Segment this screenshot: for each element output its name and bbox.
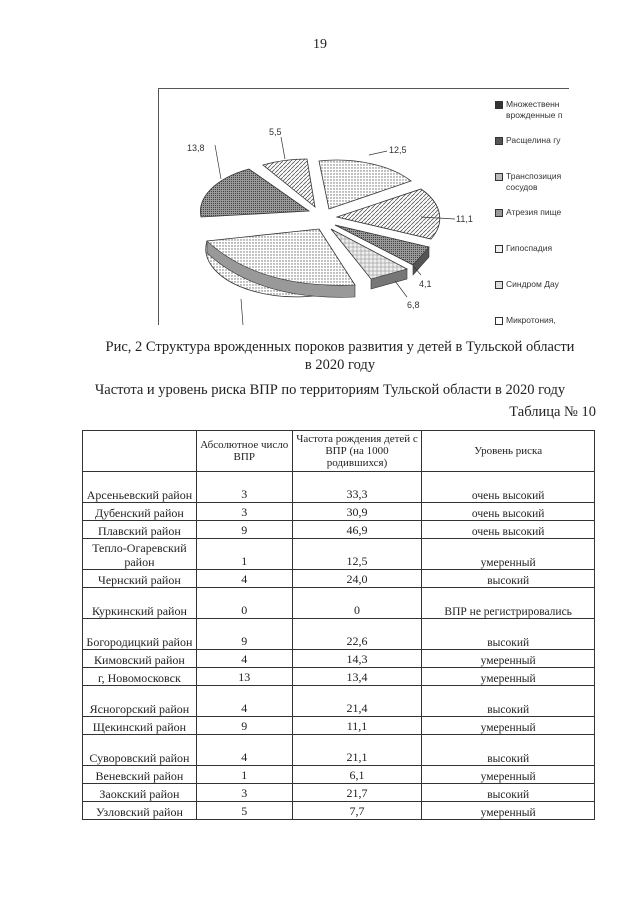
district-name: Арсеньевский район [83,472,197,503]
district-name: Тепло-Огаревский район [83,539,197,570]
table-row [83,686,595,717]
legend-label: Микротония, [506,315,556,325]
frequency: 13,4 [292,668,422,686]
table-header-row [83,431,595,472]
legend-swatch [495,173,503,181]
legend-item [495,315,556,325]
abs-count: 3 [196,784,292,802]
table-row [83,668,595,686]
district-name: Ясногорский район [83,686,197,717]
district-name: Заокский район [83,784,197,802]
data-label: 4,1 [419,279,432,289]
frequency: 12,5 [292,539,422,570]
frequency: 11,1 [292,717,422,735]
table-row [83,735,595,766]
district-name: Чернский район [83,570,197,588]
data-label: 13,8 [187,143,205,153]
district-name: Плавский район [83,521,197,539]
frequency: 33,3 [292,472,422,503]
table-number: Таблица № 10 [509,404,596,420]
legend-swatch [495,101,503,109]
abs-count: 0 [196,588,292,619]
header-cell: Частота рождения детей с ВПР (на 1000 родившихся) [292,431,422,472]
risk-level: умеренный [422,650,595,668]
table-row [83,521,595,539]
risk-level: высокий [422,784,595,802]
frequency: 14,3 [292,650,422,668]
header-cell: Уровень риска [422,431,595,472]
district-name: Узловский район [83,802,197,820]
table-row [83,766,595,784]
abs-count: 3 [196,503,292,521]
abs-count: 5 [196,802,292,820]
abs-count: 3 [196,472,292,503]
table-row [83,717,595,735]
table-row [83,570,595,588]
header-cell [83,431,197,472]
abs-count: 1 [196,766,292,784]
abs-count: 4 [196,650,292,668]
data-label: 6,8 [407,300,420,310]
abs-count: 4 [196,570,292,588]
district-name: Кимовский район [83,650,197,668]
risk-level: очень высокий [422,472,595,503]
abs-count: 13 [196,668,292,686]
frequency: 21,7 [292,784,422,802]
district-name: Дубенский район [83,503,197,521]
legend-item [495,171,569,193]
risk-level: высокий [422,570,595,588]
header-cell: Абсолютное число ВПР [196,431,292,472]
district-name: Суворовский район [83,735,197,766]
legend-swatch [495,209,503,217]
legend-swatch [495,245,503,253]
legend-item [495,99,569,121]
district-name: Куркинский район [83,588,197,619]
frequency: 22,6 [292,619,422,650]
table-row [83,650,595,668]
legend-item [495,243,552,254]
abs-count: 9 [196,521,292,539]
frequency: 24,0 [292,570,422,588]
pie-chart [158,88,569,325]
district-name: г, Новомосковск [83,668,197,686]
district-name: Веневский район [83,766,197,784]
data-label: 11,1 [456,214,473,224]
legend-label: Синдром Дау [506,279,559,289]
legend-label: Транспозиция сосудов [506,171,562,192]
abs-count: 9 [196,619,292,650]
table-row [83,619,595,650]
table-title: Частота и уровень риска ВПР по территориям Тульской области в 2020 году [94,382,566,398]
frequency: 6,1 [292,766,422,784]
legend-swatch [495,281,503,289]
caption-line: в 2020 году [304,357,376,373]
legend-item [495,135,561,146]
risk-level: умеренный [422,539,595,570]
legend-label: Гипоспадия [506,243,553,253]
table-row [83,802,595,820]
risk-level: очень высокий [422,503,595,521]
risk-level: высокий [422,735,595,766]
district-name: Богородицкий район [83,619,197,650]
abs-count: 4 [196,735,292,766]
frequency: 21,4 [292,686,422,717]
data-label: 12,5 [389,145,407,155]
legend-label: Расщелина гу [506,135,561,145]
district-name: Щекинский район [83,717,197,735]
caption-line: Рис, 2 Структура врожденных пороков развития у детей в Тульской области [105,339,575,355]
table-row [83,588,595,619]
frequency: 30,9 [292,503,422,521]
figure-caption [60,338,620,374]
legend-item [495,279,559,290]
risk-level: очень высокий [422,521,595,539]
abs-count: 9 [196,717,292,735]
risk-level: умеренный [422,766,595,784]
table-row [83,472,595,503]
frequency: 46,9 [292,521,422,539]
abs-count: 1 [196,539,292,570]
table-row [83,503,595,521]
risk-level: ВПР не регистрировались [422,588,595,619]
data-label: 5,5 [269,127,282,137]
risk-level: умеренный [422,802,595,820]
table-row [83,784,595,802]
abs-count: 4 [196,686,292,717]
risk-table [82,430,595,820]
legend-swatch [495,317,503,325]
legend-item [495,207,561,218]
risk-level: высокий [422,686,595,717]
risk-level: высокий [422,619,595,650]
risk-level: умеренный [422,717,595,735]
table-row [83,539,595,570]
legend-swatch [495,137,503,145]
frequency: 0 [292,588,422,619]
frequency: 7,7 [292,802,422,820]
legend-label: Атрезия пище [506,207,562,217]
page-number: 19 [313,37,327,52]
frequency: 21,1 [292,735,422,766]
legend-label: Множественн врожденные п [506,99,563,120]
risk-level: умеренный [422,668,595,686]
